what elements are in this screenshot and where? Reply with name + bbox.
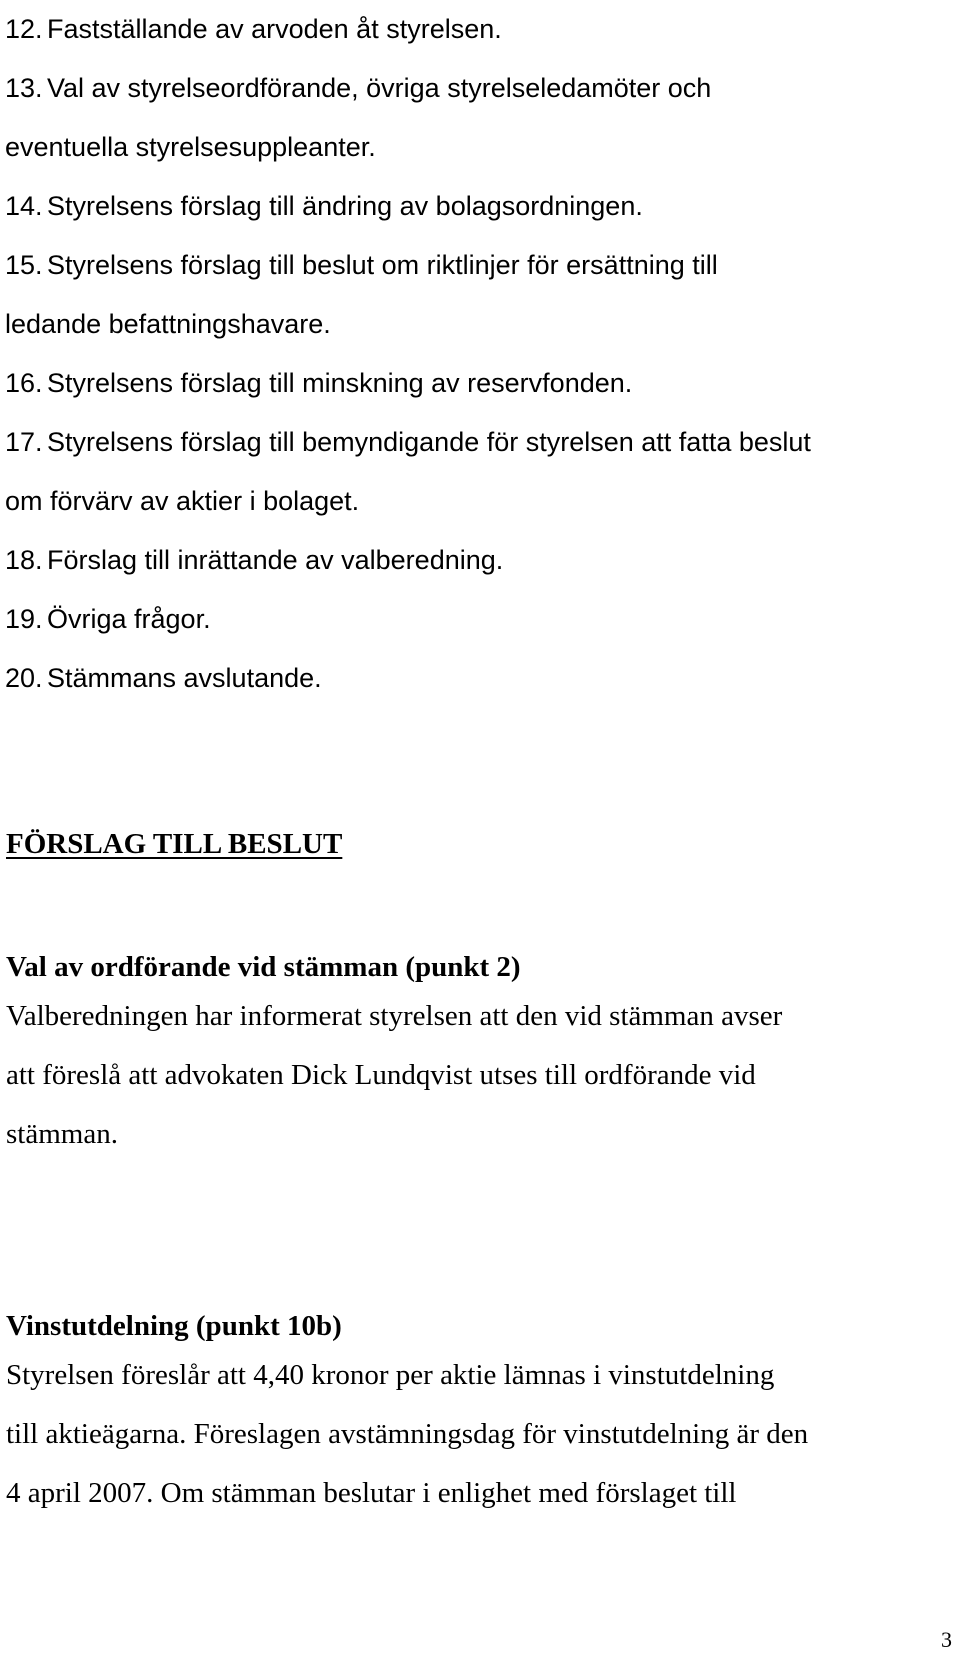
paragraph-line: till aktieägarna. Föreslagen avstämningsdag för vinstutdelning är den — [6, 1418, 809, 1450]
agenda-text-continued: ledande befattningshavare. — [5, 309, 331, 339]
agenda-number: 17. — [5, 427, 43, 457]
agenda-item-19 — [5, 590, 955, 649]
paragraph-line: Valberedningen har informerat styrelsen att den vid stämman avser — [6, 1000, 783, 1032]
agenda-item-14 — [5, 177, 955, 236]
agenda-item-18 — [5, 531, 955, 590]
agenda-text: Styrelsens förslag till minskning av reservfonden. — [47, 368, 633, 398]
agenda-number: 14. — [5, 191, 43, 221]
agenda-item-17 — [5, 413, 955, 531]
proposal-paragraph — [6, 987, 956, 1164]
page-number: 3 — [941, 1627, 952, 1652]
agenda-number: 19. — [5, 604, 43, 634]
agenda-text: Förslag till inrättande av valberedning. — [47, 545, 504, 575]
agenda-item-13 — [5, 59, 955, 177]
agenda-number: 15. — [5, 250, 43, 280]
section-title: FÖRSLAG TILL BESLUT — [6, 828, 343, 860]
paragraph-line: 4 april 2007. Om stämman beslutar i enlighet med förslaget till — [6, 1477, 737, 1509]
agenda-number: 16. — [5, 368, 43, 398]
agenda-item-20 — [5, 649, 955, 708]
agenda-text: Styrelsens förslag till ändring av bolagsordningen. — [47, 191, 643, 221]
paragraph-line: stämman. — [6, 1118, 118, 1150]
agenda-number: 18. — [5, 545, 43, 575]
agenda-text: Stämmans avslutande. — [47, 663, 322, 693]
agenda-text: Övriga frågor. — [47, 604, 211, 634]
proposal-paragraph — [6, 1346, 956, 1523]
agenda-text-continued: om förvärv av aktier i bolaget. — [5, 486, 360, 516]
agenda-text: Styrelsens förslag till beslut om riktlinjer för ersättning till — [47, 250, 718, 280]
proposal-chairman — [6, 947, 956, 1164]
proposal-heading: Vinstutdelning (punkt 10b) — [6, 1310, 342, 1342]
proposal-heading: Val av ordförande vid stämman (punkt 2) — [6, 951, 521, 983]
agenda-number: 12. — [5, 14, 43, 44]
paragraph-line: att föreslå att advokaten Dick Lundqvist utses till ordförande vid — [6, 1059, 756, 1091]
agenda-item-15 — [5, 236, 955, 354]
agenda-text: Styrelsens förslag till bemyndigande för styrelsen att fatta beslut — [47, 427, 811, 457]
agenda-list — [5, 0, 955, 708]
agenda-number: 20. — [5, 663, 43, 693]
agenda-item-16 — [5, 354, 955, 413]
paragraph-line: Styrelsen föreslår att 4,40 kronor per aktie lämnas i vinstutdelning — [6, 1359, 775, 1391]
agenda-number: 13. — [5, 73, 43, 103]
agenda-text: Fastställande av arvoden åt styrelsen. — [47, 14, 502, 44]
agenda-text: Val av styrelseordförande, övriga styrelseledamöter och — [47, 73, 712, 103]
agenda-item-12 — [5, 0, 955, 59]
agenda-text-continued: eventuella styrelsesuppleanter. — [5, 132, 376, 162]
proposal-dividend — [6, 1306, 956, 1523]
